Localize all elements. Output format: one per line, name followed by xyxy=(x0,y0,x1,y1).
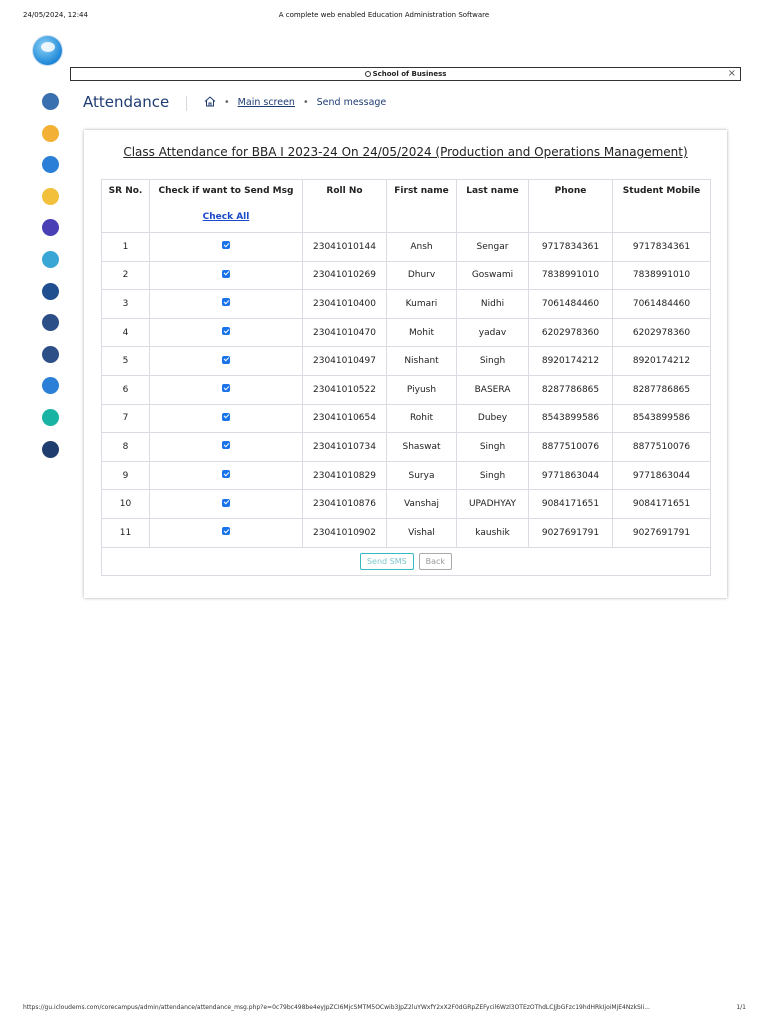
table-row xyxy=(102,461,711,490)
document-alt-icon[interactable] xyxy=(42,346,59,363)
cell-phone: 8287786865 xyxy=(529,375,613,404)
send-msg-checkbox[interactable] xyxy=(222,384,230,392)
cell-check xyxy=(150,518,303,547)
table-row xyxy=(102,347,711,376)
table-row xyxy=(102,433,711,462)
cell-last: Dubey xyxy=(457,404,529,433)
cell-mobile: 9084171651 xyxy=(613,490,711,519)
cell-first: Nishant xyxy=(387,347,457,376)
breadcrumb-separator: • xyxy=(224,97,230,108)
cell-phone: 6202978360 xyxy=(529,318,613,347)
cell-sr: 9 xyxy=(102,461,150,490)
cell-check xyxy=(150,290,303,319)
cell-roll: 23041010829 xyxy=(303,461,387,490)
cell-last: yadav xyxy=(457,318,529,347)
send-msg-checkbox[interactable] xyxy=(222,413,230,421)
send-msg-checkbox[interactable] xyxy=(222,356,230,364)
send-msg-checkbox[interactable] xyxy=(222,527,230,535)
school-name: School of Business xyxy=(372,70,447,78)
cell-first: Piyush xyxy=(387,375,457,404)
cell-roll: 23041010400 xyxy=(303,290,387,319)
message-icon[interactable] xyxy=(42,219,59,236)
cell-mobile: 8543899586 xyxy=(613,404,711,433)
table-header-row xyxy=(102,180,711,233)
table-row xyxy=(102,233,711,262)
table-row xyxy=(102,518,711,547)
cell-check xyxy=(150,318,303,347)
cell-last: Goswami xyxy=(457,261,529,290)
cell-last: kaushik xyxy=(457,518,529,547)
cell-mobile: 8920174212 xyxy=(613,347,711,376)
cell-sr: 10 xyxy=(102,490,150,519)
cell-roll: 23041010876 xyxy=(303,490,387,519)
document-icon[interactable] xyxy=(42,314,59,331)
cell-first: Dhurv xyxy=(387,261,457,290)
header-roll: Roll No xyxy=(303,180,387,233)
header-sr: SR No. xyxy=(102,180,150,233)
cell-mobile: 8877510076 xyxy=(613,433,711,462)
cell-phone: 7838991010 xyxy=(529,261,613,290)
breadcrumb-current: Send message xyxy=(316,97,387,108)
cell-phone: 8543899586 xyxy=(529,404,613,433)
attendance-card xyxy=(84,130,727,598)
cell-sr: 11 xyxy=(102,518,150,547)
cell-check xyxy=(150,461,303,490)
cell-first: Shaswat xyxy=(387,433,457,462)
cell-sr: 8 xyxy=(102,433,150,462)
cell-phone: 8877510076 xyxy=(529,433,613,462)
cell-roll: 23041010654 xyxy=(303,404,387,433)
cell-last: Singh xyxy=(457,461,529,490)
report-icon[interactable] xyxy=(42,251,59,268)
cell-first: Mohit xyxy=(387,318,457,347)
send-msg-checkbox[interactable] xyxy=(222,270,230,278)
cell-mobile: 7061484460 xyxy=(613,290,711,319)
header-last: Last name xyxy=(457,180,529,233)
cell-last: Singh xyxy=(457,433,529,462)
cell-last: Nidhi xyxy=(457,290,529,319)
page-number: 1/1 xyxy=(736,1004,746,1011)
institution-icon[interactable] xyxy=(42,283,59,300)
check-all-link[interactable]: Check All xyxy=(202,212,250,222)
cell-phone: 9717834361 xyxy=(529,233,613,262)
cell-first: Vishal xyxy=(387,518,457,547)
cell-last: BASERA xyxy=(457,375,529,404)
header-mobile: Student Mobile xyxy=(613,180,711,233)
table-row xyxy=(102,375,711,404)
cell-sr: 4 xyxy=(102,318,150,347)
cell-phone: 9027691791 xyxy=(529,518,613,547)
close-icon[interactable]: × xyxy=(727,68,736,79)
cell-mobile: 7838991010 xyxy=(613,261,711,290)
back-button[interactable]: Back xyxy=(419,553,452,570)
cell-first: Vanshaj xyxy=(387,490,457,519)
cell-first: Surya xyxy=(387,461,457,490)
button-row xyxy=(102,547,711,576)
cell-sr: 5 xyxy=(102,347,150,376)
cell-check xyxy=(150,233,303,262)
page-url: https://gu.icloudems.com/corecampus/admin/attendance/attendance_msg.php?e=0c79bc498be4eyJpZCI6MjcSMTM5OCwib3JpZ2luYWxfY2xX2F0dGRpZEFycil6Wzl3OTEzOThdLCJjbGFzc19hdHRkIjoiMjE4NzkSIi... xyxy=(23,1004,650,1011)
table-row xyxy=(102,261,711,290)
send-msg-checkbox[interactable] xyxy=(222,441,230,449)
cell-first: Kumari xyxy=(387,290,457,319)
header-check xyxy=(150,180,303,233)
cell-first: Rohit xyxy=(387,404,457,433)
table-row xyxy=(102,290,711,319)
breadcrumb xyxy=(204,96,386,110)
cell-mobile: 9027691791 xyxy=(613,518,711,547)
title-divider xyxy=(186,96,187,111)
library-icon[interactable] xyxy=(42,377,59,394)
table-row xyxy=(102,490,711,519)
classroom-icon[interactable] xyxy=(42,156,59,173)
cell-check xyxy=(150,375,303,404)
cell-last: Singh xyxy=(457,347,529,376)
app-logo[interactable] xyxy=(33,36,62,65)
breadcrumb-separator: • xyxy=(302,97,309,108)
graduate-icon[interactable] xyxy=(42,441,59,458)
cell-roll: 23041010269 xyxy=(303,261,387,290)
cell-mobile: 8287786865 xyxy=(613,375,711,404)
cell-mobile: 9771863044 xyxy=(613,461,711,490)
cell-sr: 7 xyxy=(102,404,150,433)
breadcrumb-main-screen[interactable]: Main screen xyxy=(237,97,295,108)
cell-phone: 9771863044 xyxy=(529,461,613,490)
send-msg-checkbox[interactable] xyxy=(222,499,230,507)
exam-icon[interactable] xyxy=(42,409,59,426)
cell-check xyxy=(150,433,303,462)
cell-sr: 1 xyxy=(102,233,150,262)
print-footer xyxy=(23,1004,746,1011)
cell-phone: 9084171651 xyxy=(529,490,613,519)
send-msg-checkbox[interactable] xyxy=(222,298,230,306)
cell-sr: 3 xyxy=(102,290,150,319)
cell-last: UPADHYAY xyxy=(457,490,529,519)
cell-check xyxy=(150,347,303,376)
cell-check xyxy=(150,404,303,433)
school-circle-icon xyxy=(365,71,371,77)
cell-mobile: 6202978360 xyxy=(613,318,711,347)
page-title: Attendance xyxy=(83,93,170,111)
table-row xyxy=(102,404,711,433)
cell-check xyxy=(150,261,303,290)
table-row xyxy=(102,318,711,347)
card-title: Class Attendance for BBA I 2023-24 On 24/05/2024 (Production and Operations Management) xyxy=(123,145,688,159)
cell-roll: 23041010497 xyxy=(303,347,387,376)
header-check-label: Check if want to Send Msg xyxy=(158,186,294,196)
cell-roll: 23041010470 xyxy=(303,318,387,347)
print-datetime: 24/05/2024, 12:44 xyxy=(23,11,88,19)
send-msg-checkbox[interactable] xyxy=(222,470,230,478)
cell-roll: 23041010902 xyxy=(303,518,387,547)
cell-sr: 2 xyxy=(102,261,150,290)
print-title: A complete web enabled Education Administration Software xyxy=(278,11,490,19)
teacher-icon[interactable] xyxy=(42,125,59,142)
header-first: First name xyxy=(387,180,457,233)
cell-roll: 23041010734 xyxy=(303,433,387,462)
cell-mobile: 9717834361 xyxy=(613,233,711,262)
cell-sr: 6 xyxy=(102,375,150,404)
cell-first: Ansh xyxy=(387,233,457,262)
cell-phone: 7061484460 xyxy=(529,290,613,319)
cell-check xyxy=(150,490,303,519)
send-msg-checkbox[interactable] xyxy=(222,241,230,249)
header-phone: Phone xyxy=(529,180,613,233)
cell-roll: 23041010522 xyxy=(303,375,387,404)
student-icon[interactable] xyxy=(42,93,59,110)
button-cell xyxy=(102,547,711,576)
attendance-table xyxy=(101,179,711,576)
cell-roll: 23041010144 xyxy=(303,233,387,262)
coin-icon[interactable] xyxy=(42,188,59,205)
cell-phone: 8920174212 xyxy=(529,347,613,376)
school-selector[interactable] xyxy=(70,67,741,81)
send-msg-checkbox[interactable] xyxy=(222,327,230,335)
home-icon[interactable] xyxy=(204,96,216,110)
cell-last: Sengar xyxy=(457,233,529,262)
send-sms-button[interactable]: Send SMS xyxy=(360,553,414,570)
